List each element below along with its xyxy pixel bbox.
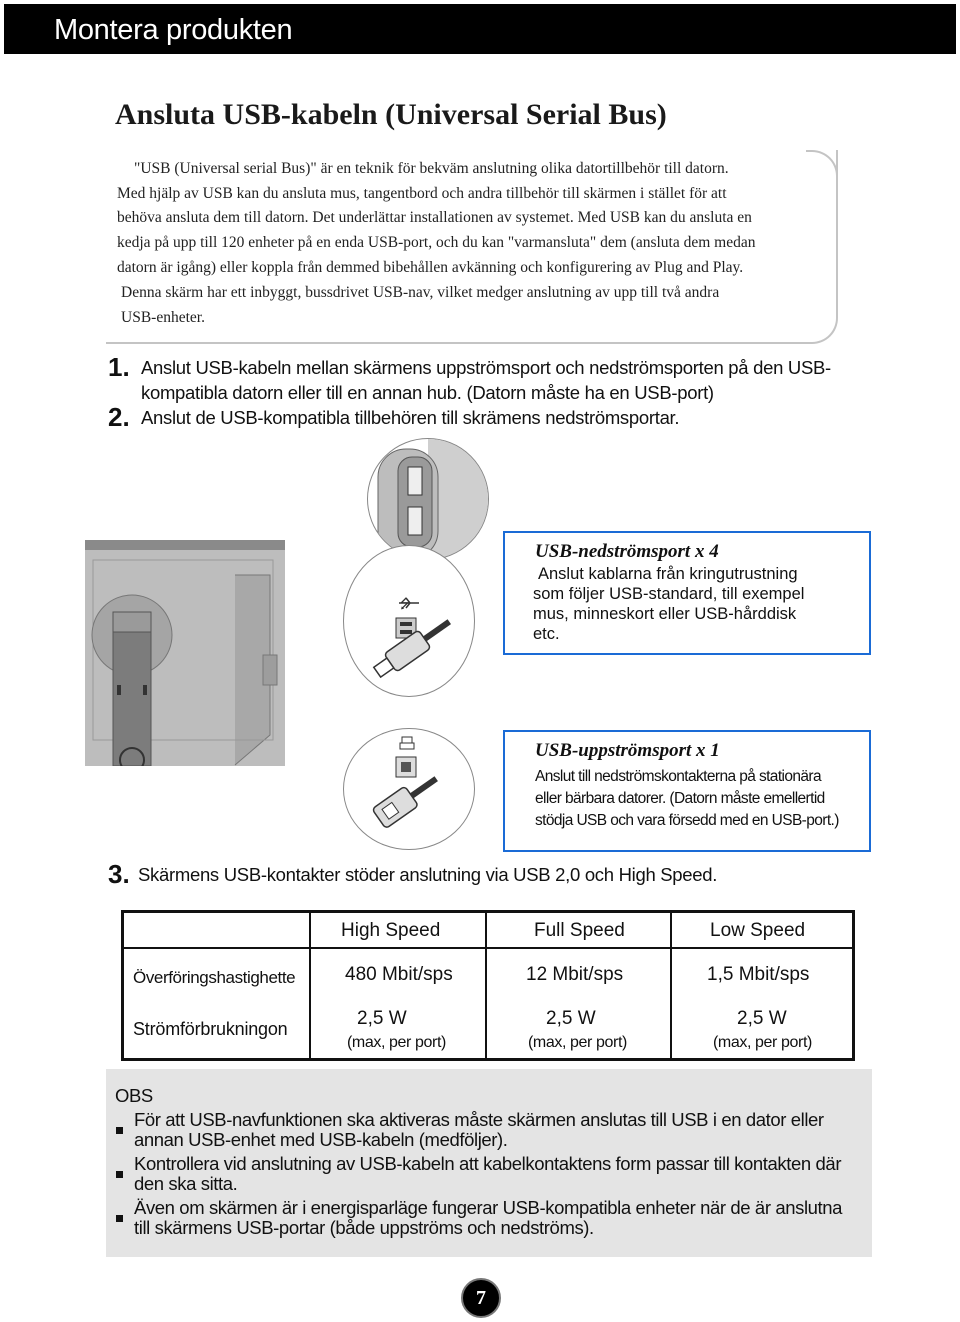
bullet-icon — [116, 1215, 123, 1222]
header-title: Montera produkten — [54, 14, 293, 46]
step-3-number: 3. — [108, 859, 130, 889]
bullet-icon — [116, 1127, 123, 1134]
obs-title: OBS — [115, 1085, 153, 1106]
step-1-text-cont: kompatibla datorn eller till en annan hub. (Datorn måste ha en USB-port) — [141, 382, 714, 403]
step-3-text: Skärmens USB-kontakter stöder anslutning via USB 2,0 och High Speed. — [138, 864, 718, 885]
table-header-divider — [124, 947, 852, 949]
downstream-heading: USB-nedströmsport x 4 — [535, 541, 719, 562]
table-cell: 2,5 W — [357, 1008, 407, 1029]
downstream-port-circle — [343, 545, 475, 697]
intro-line: kedja på upp till 120 enheter på en enda USB-port, och du kan "varmansluta" dem (ansluta dem medan — [117, 234, 756, 251]
table-cell: 480 Mbit/sps — [345, 964, 453, 985]
obs-item: Kontrollera vid anslutning av USB-kabeln att kabelkontaktens form passar till kontakten där — [134, 1153, 842, 1174]
bullet-icon — [116, 1171, 123, 1178]
step-2-text: Anslut de USB-kompatibla tillbehören till skrämens nedströmsportar. — [141, 407, 680, 428]
intro-line: Med hjälp av USB kan du ansluta mus, tangentbord och andra tillbehör till skärmen i stället för att — [117, 185, 727, 202]
upstream-heading: USB-uppströmsport x 1 — [535, 740, 720, 761]
table-col-divider — [309, 913, 311, 1058]
downstream-line: som följer USB-standard, till exempel — [533, 585, 805, 603]
upstream-line: stödja USB och vara försedd med en USB-port.) — [535, 812, 839, 829]
downstream-line: etc. — [533, 625, 560, 643]
upstream-line: Anslut till nedströmskontakterna på stationära — [535, 768, 822, 785]
intro-line: Denna skärm har ett inbyggt, bussdrivet USB-nav, vilket medger anslutning av upp till två andra — [121, 284, 720, 301]
obs-item-cont: den ska sitta. — [134, 1173, 238, 1194]
page-number: 7 — [461, 1278, 501, 1318]
monitor-back-illustration — [85, 540, 285, 766]
table-header-full: Full Speed — [534, 920, 625, 941]
obs-item-cont: annan USB-enhet med USB-kabeln (medföljer). — [134, 1129, 508, 1150]
obs-item: För att USB-navfunktionen ska aktiveras måste skärmen anslutas till USB i en dator eller — [134, 1109, 824, 1130]
table-cell-note: (max, per port) — [347, 1034, 446, 1051]
intro-line: behöva ansluta dem till datorn. Det underlättar installationen av systemet. Med USB kan du ansluta en — [117, 209, 752, 226]
table-cell: 12 Mbit/sps — [526, 964, 624, 985]
downstream-line: mus, minneskort eller USB-hårddisk — [533, 605, 797, 623]
section-title: Ansluta USB-kabeln (Universal Serial Bus) — [115, 98, 667, 131]
upstream-line: eller bärbara datorer. (Datorn måste emellertid — [535, 790, 825, 807]
table-row-label: Strömförbrukningon — [133, 1019, 288, 1039]
upstream-port-circle — [343, 728, 475, 850]
step-1-number: 1. — [108, 352, 130, 382]
table-header-high: High Speed — [341, 920, 441, 941]
table-col-divider — [485, 913, 487, 1058]
table-cell-note: (max, per port) — [713, 1034, 812, 1051]
intro-line: USB-enheter. — [121, 309, 205, 326]
obs-item-cont: till skärmens USB-portar (både uppströms och nedströms). — [134, 1217, 594, 1238]
obs-item: Även om skärmen är i energisparläge fungerar USB-kompatibla enheter när de är anslutna — [134, 1197, 843, 1218]
table-col-divider — [670, 913, 672, 1058]
table-row-label: Överföringshastighette — [133, 968, 296, 987]
downstream-info-box — [503, 531, 871, 655]
obs-note-box — [106, 1069, 872, 1257]
table-cell-note: (max, per port) — [528, 1034, 627, 1051]
step-1-text: Anslut USB-kabeln mellan skärmens uppströmsport och nedströmsporten på den USB- — [141, 357, 831, 378]
downstream-line: Anslut kablarna från kringutrustning — [538, 565, 798, 583]
table-cell: 2,5 W — [546, 1008, 596, 1029]
table-cell: 2,5 W — [737, 1008, 787, 1029]
intro-line: datorn är igång) eller koppla från demmed bibehållen avkänning och konfigurering av Plug and Play. — [117, 259, 744, 276]
page-header — [4, 4, 956, 54]
step-2-number: 2. — [108, 402, 130, 432]
side-port-circle — [367, 438, 489, 560]
svg-text:⭍: ⭍ — [399, 597, 410, 612]
upstream-info-box — [503, 730, 871, 852]
table-cell: 1,5 Mbit/sps — [707, 964, 810, 985]
intro-line: "USB (Universal serial Bus)" är en teknik för bekväm anslutning olika datortillbehör till datorn. — [134, 160, 729, 177]
table-header-low: Low Speed — [710, 920, 806, 941]
